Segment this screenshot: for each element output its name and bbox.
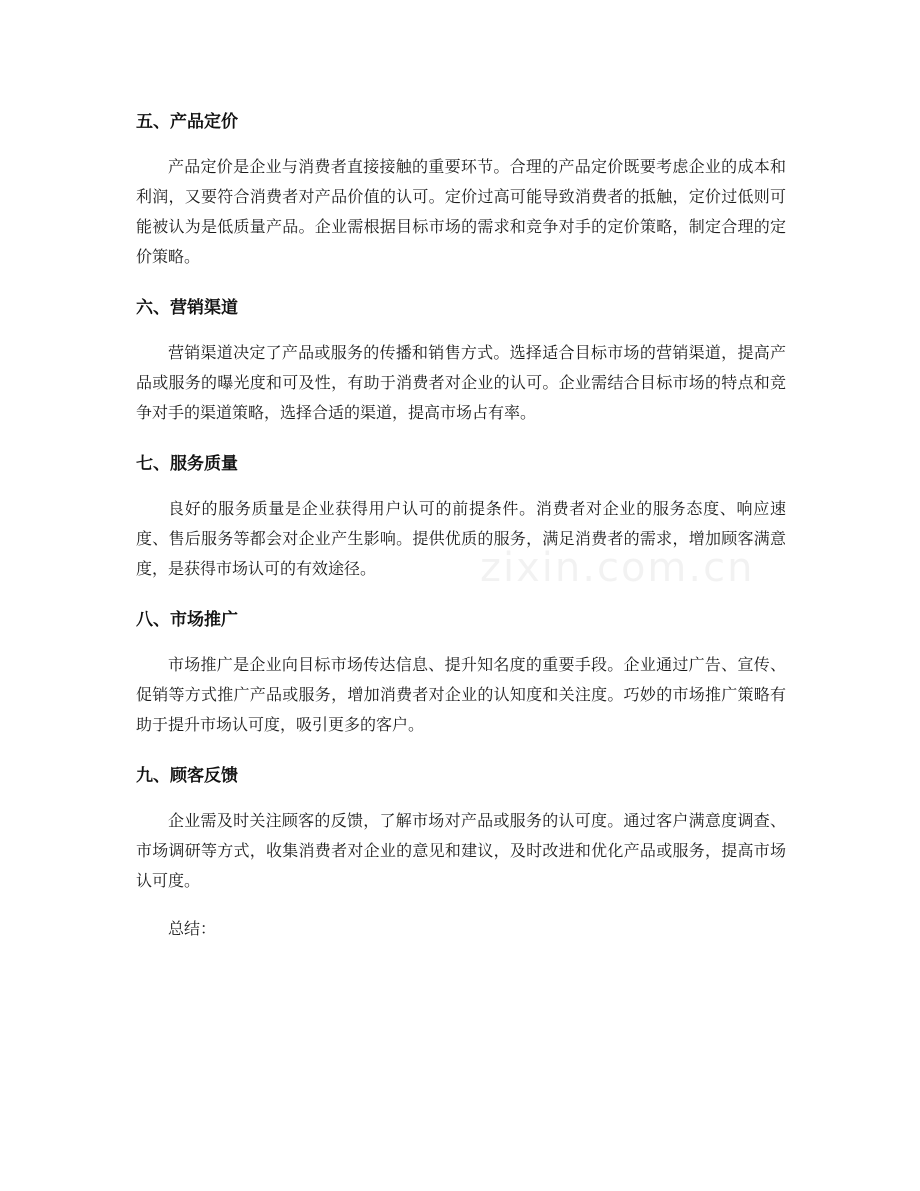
document-body — [136, 104, 786, 944]
section-paragraph: 良好的服务质量是企业获得用户认可的前提条件。消费者对企业的服务态度、响应速度、售后服务等都会对企业产生影响。提供优质的服务，满足消费者的需求，增加顾客满意度，是获得市场认可的有效途径。 — [136, 499, 786, 578]
section-heading: 九、顾客反馈 — [136, 766, 238, 786]
section-paragraph: 产品定价是企业与消费者直接接触的重要环节。合理的产品定价既要考虑企业的成本和利润，又要符合消费者对产品价值的认可。定价过高可能导致消费者的抵触，定价过低则可能被认为是低质量产品。企业需根据目标市场的需求和竞争对手的定价策略，制定合理的定价策略。 — [136, 157, 786, 266]
section-paragraph: 企业需及时关注顾客的反馈，了解市场对产品或服务的认可度。通过客户满意度调查、市场调研等方式，收集消费者对企业的意见和建议，及时改进和优化产品或服务，提高市场认可度。 — [136, 811, 786, 890]
section-promotion — [136, 602, 786, 740]
section-pricing — [136, 104, 786, 272]
summary-label: 总结： — [168, 919, 217, 938]
section-service-quality — [136, 446, 786, 584]
section-paragraph: 营销渠道决定了产品或服务的传播和销售方式。选择适合目标市场的营销渠道，提高产品或服务的曝光度和可及性，有助于消费者对企业的认可。企业需结合目标市场的特点和竞争对手的渠道策略，选择合适的渠道，提高市场占有率。 — [136, 343, 786, 422]
section-heading: 八、市场推广 — [136, 610, 238, 630]
watermark: zixin.com.cn — [480, 545, 755, 591]
section-feedback — [136, 758, 786, 896]
section-channels — [136, 290, 786, 428]
section-heading: 六、营销渠道 — [136, 298, 238, 318]
section-heading: 五、产品定价 — [136, 112, 238, 132]
section-heading: 七、服务质量 — [136, 454, 238, 474]
section-paragraph: 市场推广是企业向目标市场传达信息、提升知名度的重要手段。企业通过广告、宣传、促销等方式推广产品或服务，增加消费者对企业的认知度和关注度。巧妙的市场推广策略有助于提升市场认可度，吸引更多的客户。 — [136, 655, 786, 734]
